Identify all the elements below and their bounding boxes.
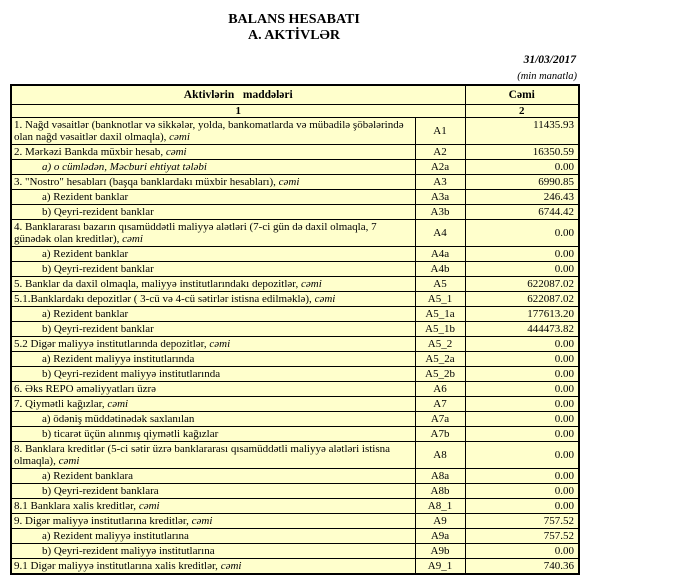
table-row [11,367,579,382]
row-label-italic: cəmi [107,398,129,410]
row-label-italic: a) o cümlədən, Məcburi ehtiyat tələbi [42,161,207,173]
table-row [11,499,579,514]
row-code: A7a [415,412,465,427]
row-value: 0.00 [465,499,579,514]
row-label-italic: cəmi [122,233,143,245]
row-label-italic: cəmi [209,338,231,350]
items-column-header: Aktivlərin maddələri [11,85,465,105]
row-label: 5. Banklar da daxil olmaqla, maliyyə institutlarındakı depozitlər, [14,278,302,290]
row-code: A3b [415,205,465,220]
row-value: 757.52 [465,514,579,529]
row-code: A5_2b [415,367,465,382]
row-label: 8.1 Banklara xalis kreditlər, [14,500,139,512]
report-sheet [10,12,578,575]
table-row [11,427,579,442]
row-label: 5.2 Digər maliyyə institutlarında depozitlər, [14,338,210,350]
row-value: 0.00 [465,442,579,469]
row-code: A8 [415,442,465,469]
row-value: 622087.02 [465,277,579,292]
table-row [11,544,579,559]
table-colnum-row [11,105,579,118]
row-label: a) Rezident maliyyə institutlarına [42,530,189,542]
row-label: 6. Əks REPO əməliyyatları üzrə [14,383,157,395]
row-label: b) Qeyri-rezident banklar [42,206,154,218]
row-code: A3a [415,190,465,205]
table-row [11,307,579,322]
table-row [11,277,579,292]
row-value: 0.00 [465,352,579,367]
row-label-italic: cəmi [58,455,80,467]
table-row [11,382,579,397]
row-code: A5_1 [415,292,465,307]
row-value: 0.00 [465,412,579,427]
row-value: 622087.02 [465,292,579,307]
table-row [11,529,579,544]
table-header-row [11,85,579,105]
row-label-italic: cəmi [138,500,160,512]
row-label: a) ödəniş müddətinədək saxlanılan [42,413,195,425]
table-row [11,247,579,262]
row-code: A9a [415,529,465,544]
row-label: 1. Nağd vəsaitlər (banknotlar və sikkələr, yolda, bankomatlarda və mübadilə şöbələrində olan nağd vəsaitlər daxil olmaqla), [14,119,404,143]
row-value: 177613.20 [465,307,579,322]
table-row [11,412,579,427]
row-code: A4a [415,247,465,262]
row-label: b) Qeyri-rezident banklar [42,263,154,275]
table-row [11,484,579,499]
row-label: a) Rezident maliyyə institutlarında [42,353,195,365]
row-label-italic: cəmi [191,515,213,527]
row-code: A6 [415,382,465,397]
row-label: 4. Banklararası bazarın qısamüddətli maliyyə alətləri (7-ci gün də daxil olmaqla, 7 günədək olan kreditlər), [14,221,377,245]
table-row [11,118,579,145]
row-code: A9 [415,514,465,529]
report-title-line2: A. AKTİVLƏR [247,28,341,43]
row-value: 0.00 [465,382,579,397]
row-value: 0.00 [465,367,579,382]
row-value: 0.00 [465,247,579,262]
row-code: A9_1 [415,559,465,575]
row-label: 9. Digər maliyyə institutlarına kreditlər, [14,515,192,527]
table-row [11,322,579,337]
row-label: b) Qeyri-rezident banklara [42,485,159,497]
row-code: A2a [415,160,465,175]
row-label: 5.1.Banklardakı depozitlər ( 3-cü və 4-cü sətirlər istisna edilməklə), [14,293,315,305]
table-row [11,397,579,412]
table-row [11,190,579,205]
table-row [11,160,579,175]
row-code: A4 [415,220,465,247]
row-label: b) Qeyri-rezident maliyyə institutlarında [42,368,221,380]
row-label: 2. Mərkəzi Bankda müxbir hesab, [14,146,166,158]
row-value: 0.00 [465,220,579,247]
row-label: b) ticarət üçün alınmış qiymətli kağızlar [42,428,219,440]
row-value: 16350.59 [465,145,579,160]
row-label: a) Rezident banklar [42,248,129,260]
row-value: 11435.93 [465,118,579,145]
table-row [11,337,579,352]
row-value: 0.00 [465,544,579,559]
row-value: 0.00 [465,337,579,352]
report-title-line1: BALANS HESABATI [228,12,360,27]
table-row [11,205,579,220]
row-code: A8a [415,469,465,484]
unit-note: (min manatla) [517,71,577,82]
row-value: 0.00 [465,160,579,175]
table-row [11,292,579,307]
row-label: 7. Qiymətli kağızlar, [14,398,108,410]
row-code: A4b [415,262,465,277]
row-code: A8_1 [415,499,465,514]
row-code: A5_1b [415,322,465,337]
report-date: 31/03/2017 [523,54,576,66]
row-code: A8b [415,484,465,499]
table-row [11,469,579,484]
row-code: A5 [415,277,465,292]
row-value: 0.00 [465,397,579,412]
row-label: a) Rezident banklar [42,191,129,203]
row-code: A5_2a [415,352,465,367]
row-value: 0.00 [465,262,579,277]
row-label: 8. Banklara kreditlər (5-ci sətir üzrə banklararası qısamüddətli maliyyə alətləri istisna olmaqla), [14,443,390,467]
table-row [11,145,579,160]
row-value: 6744.42 [465,205,579,220]
row-label-italic: cəmi [278,176,300,188]
row-code: A7b [415,427,465,442]
row-code: A9b [415,544,465,559]
row-code: A3 [415,175,465,190]
table-row [11,514,579,529]
items-column-number: 1 [11,105,465,118]
row-label: b) Qeyri-rezident banklar [42,323,154,335]
row-label: b) Qeyri-rezident maliyyə institutlarına [42,545,215,557]
row-code: A5_1a [415,307,465,322]
row-label-italic: cəmi [220,560,242,572]
row-value: 0.00 [465,484,579,499]
row-label-italic: cəmi [314,293,336,305]
row-value: 246.43 [465,190,579,205]
row-value: 0.00 [465,469,579,484]
table-row [11,352,579,367]
row-value: 6990.85 [465,175,579,190]
row-label: a) Rezident banklara [42,470,134,482]
row-value: 0.00 [465,427,579,442]
row-value: 757.52 [465,529,579,544]
row-label: 9.1 Digər maliyyə institutlarına xalis kreditlər, [14,560,221,572]
row-value: 444473.82 [465,322,579,337]
total-column-header: Cəmi [465,85,579,105]
table-row [11,442,579,469]
row-label: 3. "Nostro" hesabları (başqa banklardakı müxbir hesabları), [14,176,279,188]
page-title [10,12,578,44]
row-label-italic: cəmi [169,131,190,143]
row-code: A1 [415,118,465,145]
row-code: A2 [415,145,465,160]
table-row [11,175,579,190]
total-column-number: 2 [465,105,579,118]
balance-table [10,84,580,575]
row-code: A7 [415,397,465,412]
row-label-italic: cəmi [165,146,187,158]
table-row [11,262,579,277]
table-row [11,220,579,247]
row-label: a) Rezident banklar [42,308,129,320]
row-value: 740.36 [465,559,579,575]
row-label-italic: cəmi [301,278,322,290]
row-code: A5_2 [415,337,465,352]
